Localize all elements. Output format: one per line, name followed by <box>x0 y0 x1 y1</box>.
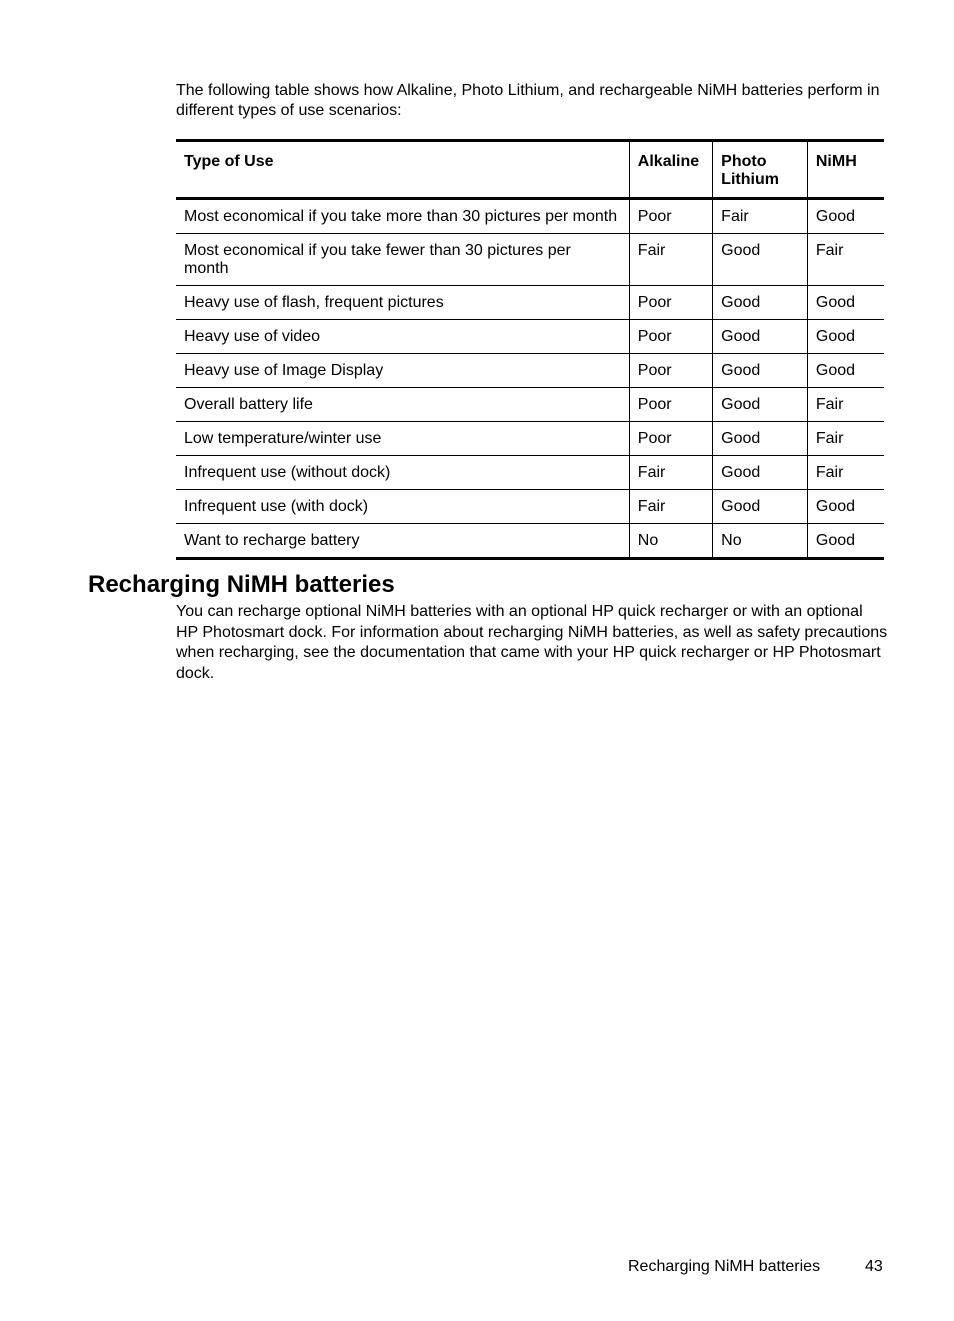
cell-use: Heavy use of flash, frequent pictures <box>176 286 629 320</box>
cell-photo-lithium: Fair <box>713 199 808 234</box>
cell-alkaline: Poor <box>629 388 712 422</box>
header-nimh: NiMH <box>807 141 884 199</box>
cell-use: Most economical if you take fewer than 30 pictures per month <box>176 234 629 286</box>
cell-photo-lithium: Good <box>713 354 808 388</box>
section-heading: Recharging NiMH batteries <box>88 571 395 598</box>
cell-nimh: Good <box>807 354 884 388</box>
cell-alkaline: No <box>629 524 712 559</box>
cell-use: Heavy use of video <box>176 320 629 354</box>
table-row <box>176 320 884 354</box>
table-row <box>176 456 884 490</box>
footer-title: Recharging NiMH batteries <box>628 1258 821 1275</box>
cell-alkaline: Fair <box>629 234 712 286</box>
cell-nimh: Fair <box>807 234 884 286</box>
cell-alkaline: Poor <box>629 320 712 354</box>
table-row <box>176 354 884 388</box>
table-row <box>176 490 884 524</box>
table-row <box>176 422 884 456</box>
cell-photo-lithium: No <box>713 524 808 559</box>
cell-photo-lithium: Good <box>713 388 808 422</box>
intro-paragraph: The following table shows how Alkaline, Photo Lithium, and rechargeable NiMH batteries perform in different types of use scenarios: <box>176 82 880 119</box>
cell-nimh: Fair <box>807 422 884 456</box>
header-photo-lithium: Photo Lithium <box>713 141 808 199</box>
cell-photo-lithium: Good <box>713 286 808 320</box>
table-row <box>176 388 884 422</box>
section-body-paragraph: You can recharge optional NiMH batteries with an optional HP quick recharger or with an optional HP Photosmart dock. For information about recharging NiMH batteries, as well as safety precautions when recharging, see the documentation that came with your HP quick recharger or HP Photosmart dock. <box>176 603 888 682</box>
cell-alkaline: Poor <box>629 354 712 388</box>
cell-use: Infrequent use (without dock) <box>176 456 629 490</box>
cell-use: Heavy use of Image Display <box>176 354 629 388</box>
cell-use: Want to recharge battery <box>176 524 629 559</box>
cell-nimh: Good <box>807 199 884 234</box>
page-number: 43 <box>865 1258 883 1275</box>
header-type-of-use: Type of Use <box>176 141 629 199</box>
cell-use: Overall battery life <box>176 388 629 422</box>
battery-comparison-table <box>176 139 884 560</box>
cell-alkaline: Fair <box>629 456 712 490</box>
table-row <box>176 524 884 559</box>
cell-use: Most economical if you take more than 30 pictures per month <box>176 199 629 234</box>
cell-photo-lithium: Good <box>713 320 808 354</box>
cell-nimh: Fair <box>807 456 884 490</box>
cell-nimh: Good <box>807 490 884 524</box>
cell-photo-lithium: Good <box>713 490 808 524</box>
cell-use: Infrequent use (with dock) <box>176 490 629 524</box>
cell-alkaline: Poor <box>629 422 712 456</box>
table-row <box>176 286 884 320</box>
cell-use: Low temperature/winter use <box>176 422 629 456</box>
cell-photo-lithium: Good <box>713 422 808 456</box>
cell-nimh: Good <box>807 524 884 559</box>
table-header-row <box>176 141 884 199</box>
cell-nimh: Good <box>807 286 884 320</box>
header-alkaline: Alkaline <box>629 141 712 199</box>
cell-nimh: Fair <box>807 388 884 422</box>
cell-photo-lithium: Good <box>713 234 808 286</box>
cell-alkaline: Poor <box>629 199 712 234</box>
cell-alkaline: Fair <box>629 490 712 524</box>
table-row <box>176 199 884 234</box>
table-row <box>176 234 884 286</box>
cell-alkaline: Poor <box>629 286 712 320</box>
cell-nimh: Good <box>807 320 884 354</box>
cell-photo-lithium: Good <box>713 456 808 490</box>
